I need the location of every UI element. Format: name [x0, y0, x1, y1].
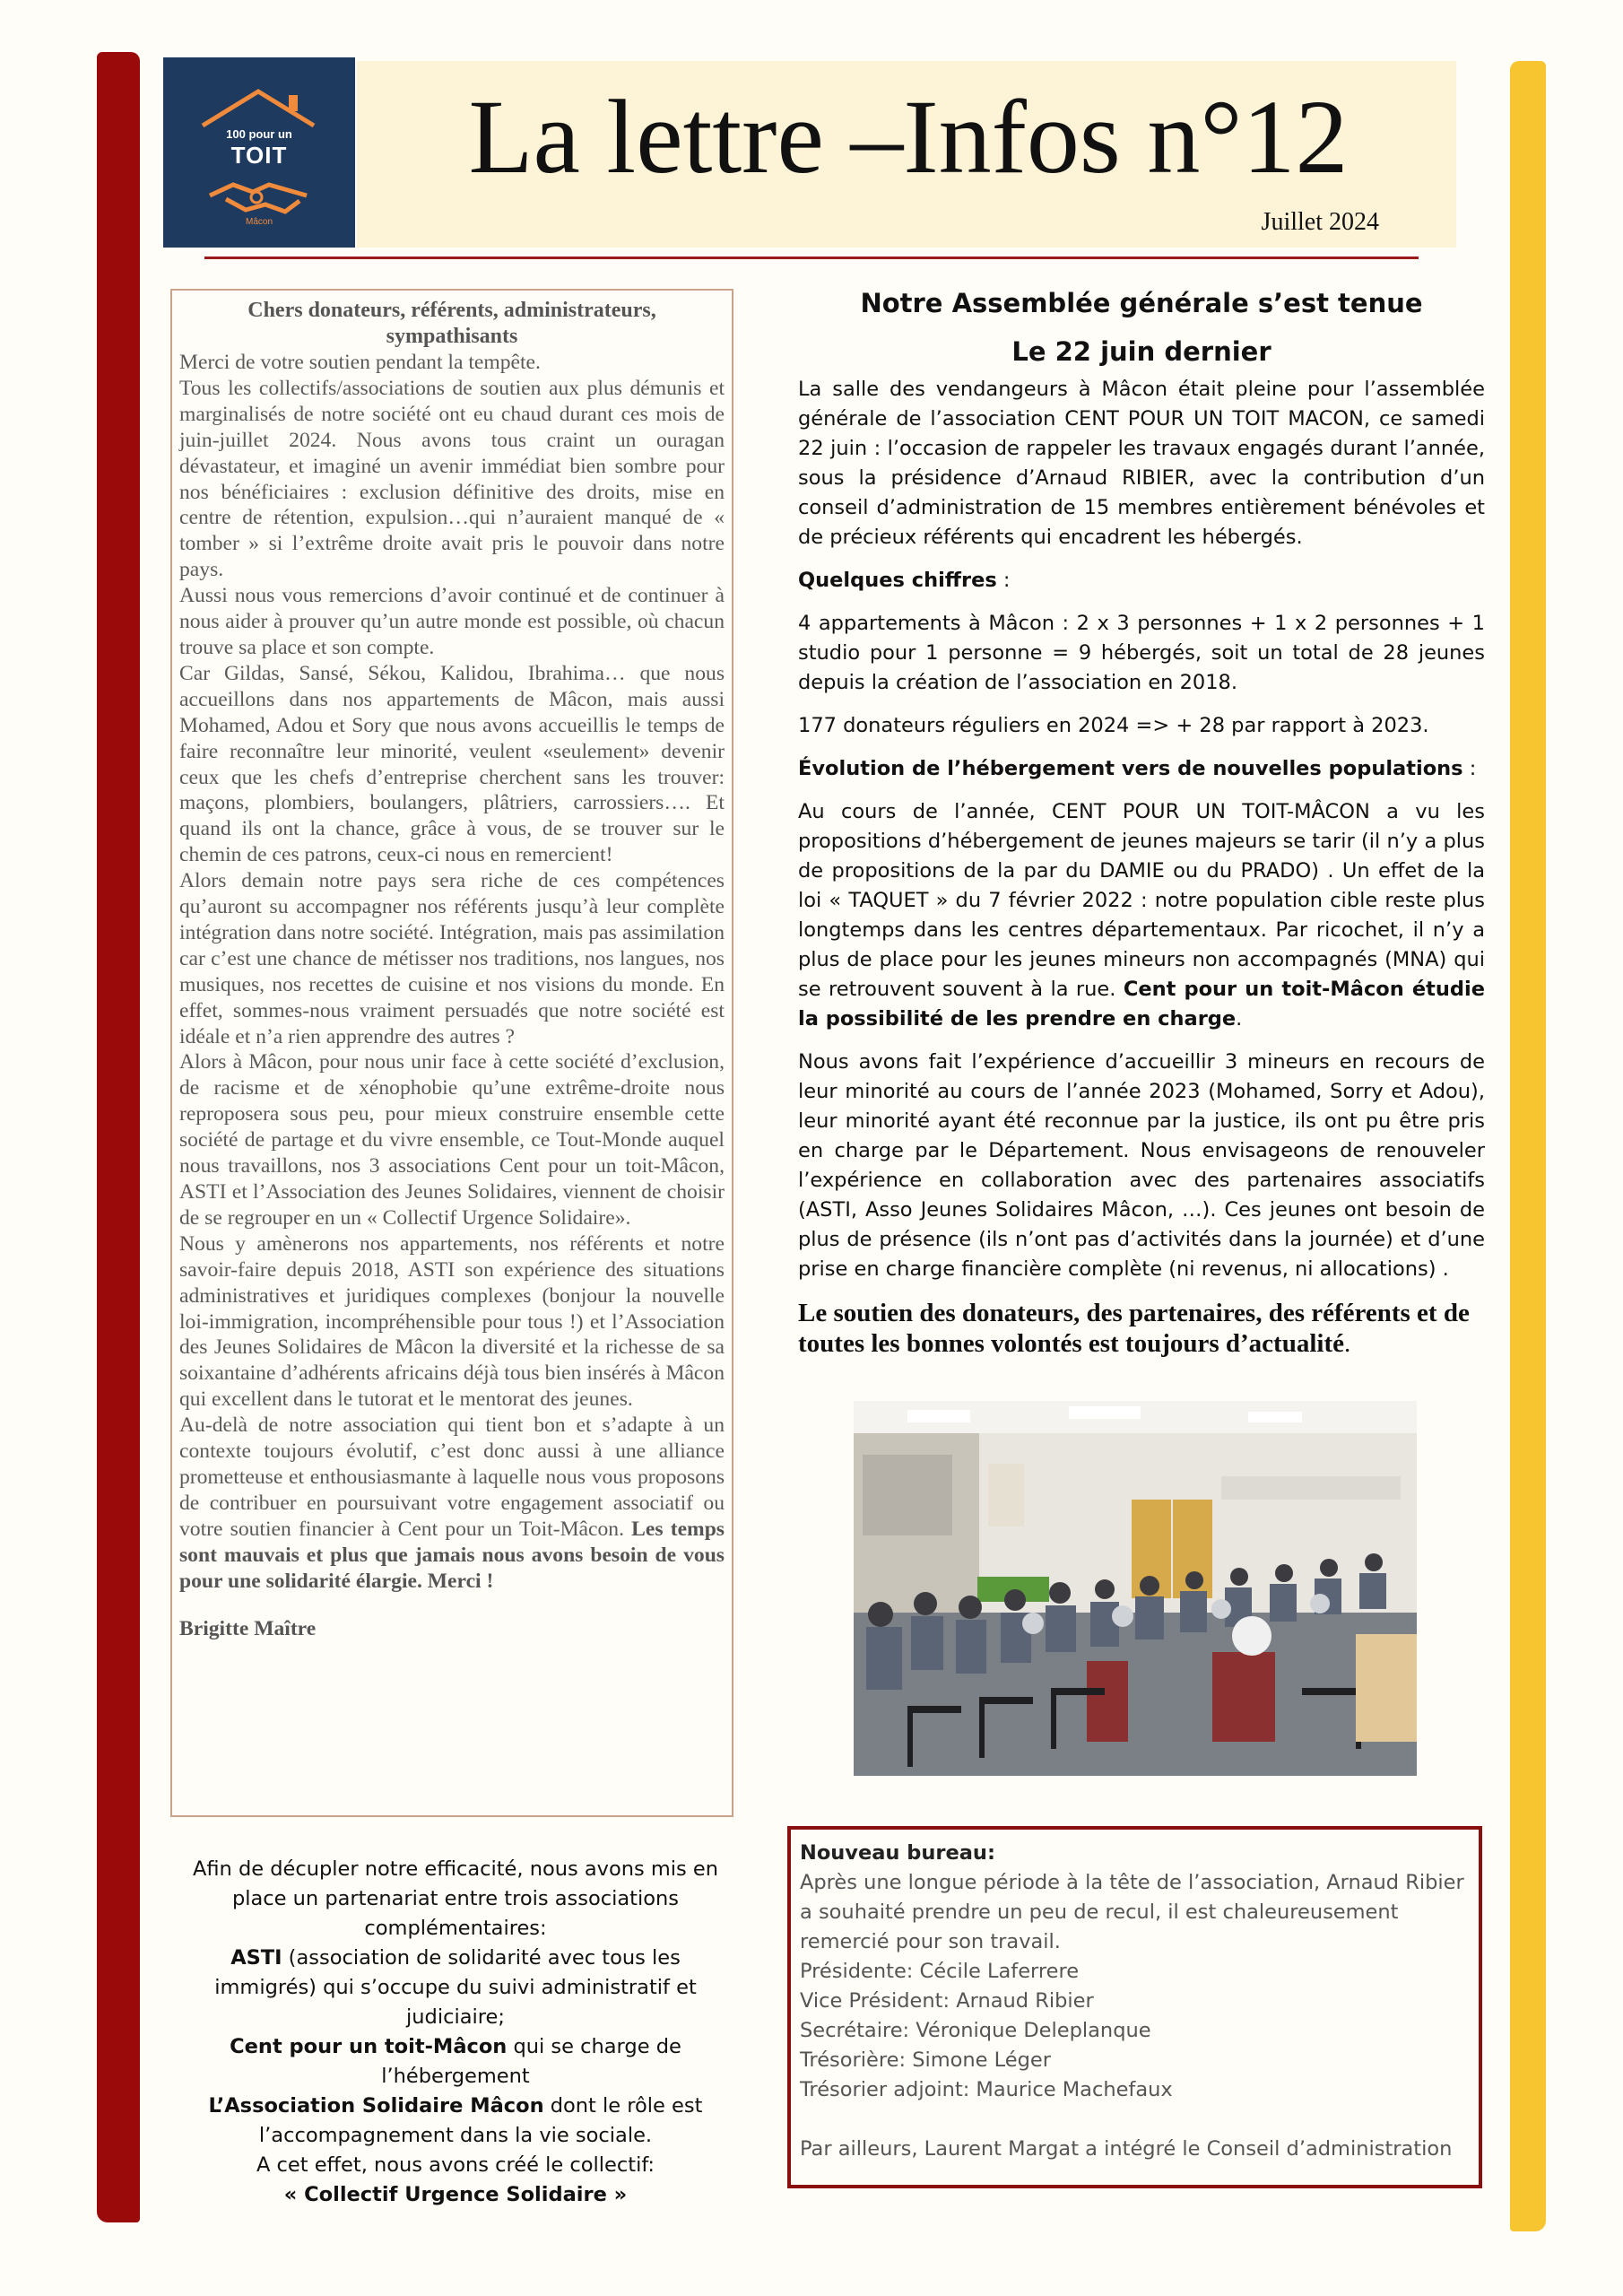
evolution-end: . [1236, 1007, 1243, 1031]
closing-end: . [1344, 1329, 1351, 1358]
evolution-heading: Évolution de l’hébergement vers de nouvelles populations [798, 757, 1463, 780]
board-footer: Par ailleurs, Laurent Margat a intégré le Conseil d’administration [800, 2137, 1453, 2161]
assembly-photo [854, 1401, 1417, 1776]
board-member: Trésorier adjoint: Maurice Machefaux [800, 2078, 1173, 2101]
evolution-bold: Cent pour un toit-Mâcon étudie la possibilité de les prendre en charge [798, 978, 1485, 1031]
figures-donors: 177 donateurs réguliers en 2024 => + 28 par rapport à 2023. [798, 714, 1429, 737]
board-member: Vice Président: Arnaud Ribier [800, 1989, 1094, 2013]
partners-intro: Afin de décupler notre efficacité, nous avons mis en place un partenariat entre trois associations complémentaires: [192, 1857, 719, 1940]
assembly-article [798, 285, 1485, 1359]
closing-text: Le soutien des donateurs, des partenaires, des référents et de toutes les bonnes volontés est toujours d’actualité [798, 1299, 1470, 1358]
support-closing [798, 1298, 1485, 1359]
issue-date: Juillet 2024 [1261, 208, 1379, 236]
partner-asm-name: L’Association Solidaire Mâcon [208, 2094, 544, 2118]
logo-line-3: Mâcon [245, 217, 273, 227]
letter-paragraph: Nous y amènerons nos appartements, nos référents et notre savoir-faire depuis 2018, ASTI son expérience des situations administratives et juridiques complexes (bonjour la nouvelle loi-immigration, incompréhensible pour tous !) et l’Association des Jeunes Solidaires de Mâcon la diversité et la richesse de sa soixantaine d’adhérents africains déjà tous bien insérés à Mâcon qui excellent dans le tutorat et le mentorat des jeunes. [179, 1231, 725, 1412]
newsletter-title: La lettre –Infos n°12 [468, 78, 1349, 196]
partner-cent-name: Cent pour un toit-Mâcon [230, 2035, 508, 2058]
board-member: Secrétaire: Véronique Deleplanque [800, 2019, 1151, 2042]
board-member: Trésorière: Simone Léger [800, 2048, 1052, 2072]
evolution-paragraph [798, 797, 1485, 1034]
partner-asm [178, 2092, 733, 2151]
evolution-colon: : [1462, 757, 1477, 780]
partners-effect: A cet effet, nous avons créé le collectif: [256, 2153, 655, 2177]
partner-asm-desc: dont le rôle est l’accompagnement dans la vie sociale. [258, 2094, 703, 2147]
evolution-heading-line [798, 754, 1485, 784]
letter-signature: Brigitte Maître [179, 1616, 317, 1640]
board-member: Présidente: Cécile Laferrere [800, 1960, 1080, 1983]
experience-paragraph: Nous avons fait l’expérience d’accueillir 3 mineurs en recours de leur minorité au cours de l’année 2023 (Mohamed, Sorry et Adou), leur minorité ayant été reconnue par la justice, ils ont pu être pris en charge par le Département. Nous envisageons de renouveler l’expérience en collaboration avec des partenaires associatifs (ASTI, Asso Jeunes Solidaires Mâcon, …). Ces jeunes ont besoin de plus de présence (ils n’ont pas d’activités dans la journée) et d’une prise en charge financière complète (ni revenus, ni allocations) . [798, 1050, 1485, 1281]
left-decorative-band [97, 52, 140, 2222]
logo-line-1: 100 pour un [226, 127, 292, 141]
board-title: Nouveau bureau: [800, 1841, 995, 1865]
right-decorative-band [1510, 61, 1546, 2231]
article-title-line-1: Notre Assemblée générale s’est tenue [860, 288, 1423, 318]
logo-line-2: TOIT [230, 142, 288, 169]
collectif-name-text: « Collectif Urgence Solidaire » [283, 2183, 628, 2206]
article-title-line-2: Le 22 juin dernier [1011, 336, 1271, 367]
letter-paragraph: Car Gildas, Sansé, Sékou, Kalidou, Ibrahima… que nous accueillons dans nos appartements de Mâcon, mais aussi Mohamed, Adou et Sory que nous avons accueillis le temps de faire reconnaître leur minorité, veulent «seulement» devenir ceux que les chefs d’entreprise cherchent sans les trouver: maçons, plombiers, boulangers, plâtriers, carrossiers…. Et quand ils ont la chance, grâce à vous, de se trouver sur le chemin de ces patrons, ceux-ci nous en remercient! [179, 661, 725, 867]
partner-asti [178, 1944, 733, 2032]
evolution-text: Au cours de l’année, CENT POUR UN TOIT-MÂCON a vu les propositions d’hébergement de jeunes majeurs se tarir (il n’y a plus de propositions de la par du DAMIE ou du PRADO) . Un effet de la loi « TAQUET » du 7 février 2022 : notre population cible reste plus longtemps dans les centres départementaux. Par ricochet, il n’y a plus de place pour les jeunes mineurs non accompagnés (MNA) qui se retrouvent souvent à la rue. [798, 800, 1485, 1001]
president-letter [170, 289, 733, 1817]
collectif-name [178, 2180, 733, 2210]
letter-paragraph: Alors demain notre pays sera riche de ces compétences qu’auront su accompagner nos référents jusqu’à leur complète intégration dans notre société. Intégration, mais pas assimilation car c’est une chance de métisser nos traditions, nos langues, nos musiques, nos recettes de cuisine et nos visions du monde. En effet, sommes-nous vraiment persuadés que notre société est idéale et n’a rien apprendre des autres ? [179, 869, 725, 1048]
partner-asti-name: ASTI [230, 1946, 282, 1970]
figures-apartments: 4 appartements à Mâcon : 2 x 3 personnes + 1 x 2 personnes + 1 studio pour 1 personne = 9 hébergés, soit un total de 28 jeunes depuis la création de l’association en 2018. [798, 612, 1485, 694]
figures-heading: Quelques chiffres [798, 569, 997, 592]
newsletter-header [357, 61, 1456, 248]
partner-cent [178, 2032, 733, 2092]
figures-heading-line [798, 566, 1485, 596]
letter-paragraph [179, 1413, 725, 1594]
letter-paragraph: Tous les collectifs/associations de soutien aux plus démunis et marginalisés de notre société ont eu chaud durant ces mois de juin-juillet 2024. Nous avons tous craint un ouragan dévastateur, et imaginé un avenir immédiat bien sombre pour nos bénéficiaires : exclusion définitive des droits, mise en centre de rétention, expulsion…qui n’auraient manqué de « tomber » si l’extrême droite avait pris le pouvoir dans notre pays. [179, 376, 725, 582]
letter-last-bold: Les temps sont mauvais et plus que jamais nous avons besoin de vous pour une solidarité élargie. Merci ! [179, 1517, 725, 1593]
association-logo [163, 57, 355, 248]
letter-paragraph: Alors à Mâcon, pour nous unir face à cette société d’exclusion, de racisme et de xénophobie qu’une extrême-droite nous reproposera sous peu, pour mieux construire ensemble cette société de partage et du vivre ensemble, ce Tout-Monde auquel nous travaillons, nos 3 associations Cent pour un toit-Mâcon, ASTI et l’Association des Jeunes Solidaires, viennent de choisir de se regrouper en un « Collectif Urgence Solidaire». [179, 1050, 725, 1230]
article-intro: La salle des vendangeurs à Mâcon était pleine pour l’assemblée générale de l’association CENT POUR UN TOIT MACON, ce samedi 22 juin : l’occasion de rappeler les travaux engagés durant l’année, sous la présidence d’Arnaud RIBIER, avec la contribution d’un conseil d’administration de 15 membres entièrement bénévoles et de précieux référents qui encadrent les hébergés. [798, 378, 1485, 549]
partner-asti-desc: (association de solidarité avec tous les immigrés) qui s’occupe du suivi administratif et judiciaire; [214, 1946, 697, 2029]
header-divider [204, 257, 1419, 259]
board-intro: Après une longue période à la tête de l’association, Arnaud Ribier a souhaité prendre un peu de recul, il est chaleureusement remercié pour son travail. [800, 1871, 1464, 1953]
partnership-note [178, 1855, 733, 2210]
partner-cent-desc: qui se charge de l’hébergement [381, 2035, 681, 2088]
letter-paragraph: Aussi nous vous remercions d’avoir continué et de continuer à nous aider à prouver qu’un autre monde est possible, où chacun trouve sa place et son compte. [179, 584, 725, 659]
figures-colon: : [996, 569, 1011, 592]
letter-heading: Chers donateurs, référents, administrateurs, sympathisants [247, 299, 656, 348]
letter-last-text: Au-delà de notre association qui tient bon et s’adapte à un contexte toujours évolutif, c’est donc aussi à une alliance prometteuse et enthousiasmante à laquelle nous vous proposons de contribuer en poursuivant votre engagement associatif ou votre soutien financier à Cent pour un Toit-Mâcon. [179, 1413, 725, 1541]
new-board-box [787, 1826, 1482, 2188]
letter-paragraph: Merci de votre soutien pendant la tempête. [179, 351, 541, 374]
handshake-icon [206, 169, 312, 222]
